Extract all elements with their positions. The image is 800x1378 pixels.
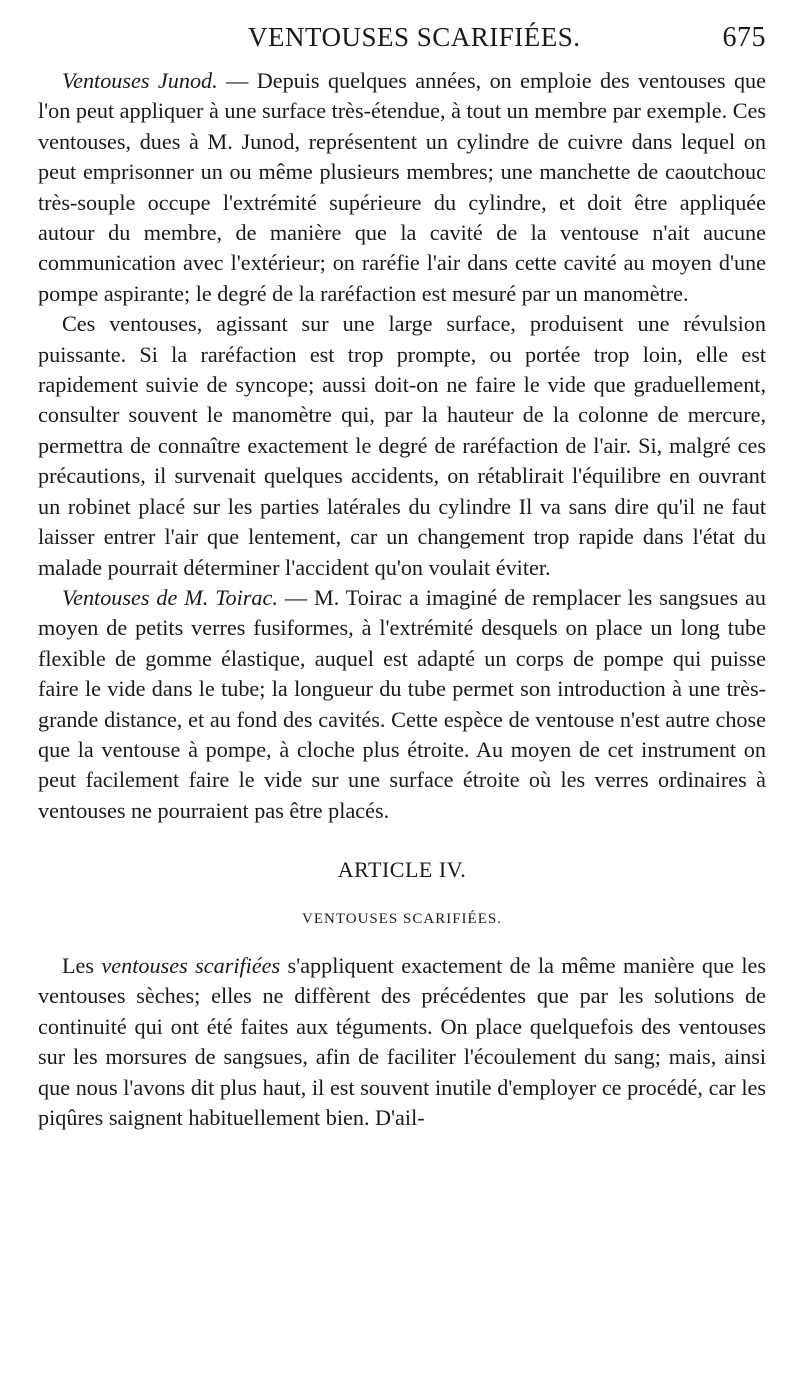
paragraph-text-junod: — Depuis quelques années, on emploie des ventouses que l'on peut appliquer à une surface très-étendue, à tout un membre par exemple. Ces ventouses, dues à M. Junod, représentent un cylindre de cuivre dans lequel on peut emprisonner un ou même plusieurs membres; une manchette de caoutchouc très-souple occupe l'extrémité supérieure du cylindre, et doit être appliquée autour du membre, de manière que la cavité de la ventouse n'ait aucune communication avec l'extérieur; on raréfie l'air dans cette cavité au moyen d'une pompe aspirante; le degré de la raréfaction est mesuré par un manomètre. bbox=[38, 68, 766, 306]
article-subheading: VENTOUSES SCARIFIÉES. bbox=[302, 910, 502, 927]
paragraph-lead-junod: Ventouses Junod. bbox=[62, 68, 218, 93]
running-header bbox=[38, 22, 766, 58]
paragraph-text-revulsion: Ces ventouses, agissant sur une large surface, produisent une révulsion puissante. Si la raréfaction est trop prompte, ou portée trop loin, elle est rapidement suivie de syncope; aussi doit-on ne faire le vide que graduellement, consulter souvent le manomètre qui, par la hauteur de la colonne de mercure, permettra de connaître exactement le degré de raréfaction de l'air. Si, malgré ces précautions, il survenait quelques accidents, on rétablirait l'équilibre en ouvrant un robinet placé sur les parties latérales du cylindre Il va sans dire qu'il ne faut laisser entrer l'air que lentement, car un changement trop rapide dans l'état du malade pourrait déterminer l'accident qu'on voulait éviter. bbox=[38, 311, 766, 580]
paragraph-em-scarifiees: ventouses scarifiées bbox=[101, 952, 281, 978]
paragraph-text-scarifiees: s'appliquent exactement de la même manière que les ventouses sèches; elles ne diffèrent des précédentes que par les solutions de continuité qui ont été faites aux téguments. On place quelquefois des ventouses sur les morsures de sangsues, afin de faciliter l'écoulement du sang; mais, ainsi que nous l'avons dit plus haut, il est souvent inutile d'employer ce procédé, car les piqûres saignent habituellement bien. D'ail- bbox=[38, 952, 766, 1130]
paragraph-text-toirac: — M. Toirac a imaginé de remplacer les sangsues au moyen de petits verres fusiformes, à l'extrémité desquels on place un long tube flexible de gomme élastique, auquel est adapté un corps de pompe qui puisse faire le vide dans le tube; la longueur du tube permet son introduction à une très-grande distance, et au fond des cavités. Cette espèce de ventouse n'est autre chose que la ventouse à pompe, à cloche plus étroite. Au moyen de cet instrument on peut facilement faire le vide sur une surface étroite où les verres ordinaires à ventouses ne pourraient pas être placés. bbox=[38, 584, 766, 823]
paragraph-start-scarifiees: Les bbox=[62, 952, 102, 978]
paragraph-ventouses-scarifiees bbox=[38, 951, 766, 1133]
paragraph-revulsion bbox=[38, 309, 766, 583]
book-page bbox=[38, 0, 766, 1378]
paragraph-ventouses-toirac bbox=[38, 583, 766, 826]
paragraph-lead-toirac: Ventouses de M. Toirac. bbox=[62, 584, 278, 610]
body-text bbox=[38, 66, 766, 1133]
article-heading: ARTICLE IV. bbox=[337, 857, 467, 883]
page-number: 675 bbox=[722, 22, 766, 53]
running-title: VENTOUSES SCARIFIÉES. bbox=[248, 22, 581, 52]
paragraph-ventouses-junod bbox=[38, 66, 766, 309]
